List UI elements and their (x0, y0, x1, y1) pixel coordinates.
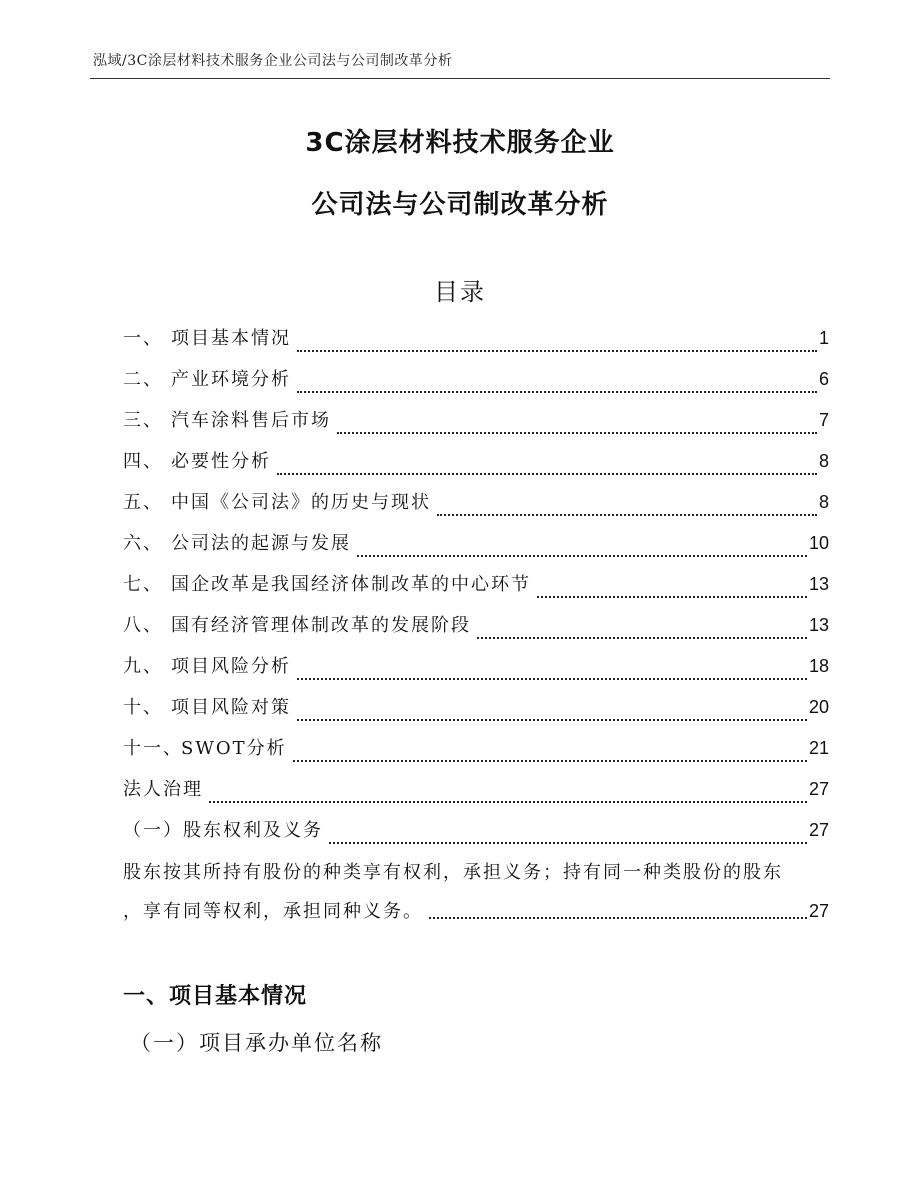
toc-entry-number: 七、 (123, 574, 163, 595)
toc-entry-page: 7 (818, 410, 829, 430)
section-heading: 一、项目基本情况 (123, 984, 308, 1009)
toc-entry-label: 项目风险分析 (171, 656, 291, 677)
toc-heading: 目录 (434, 278, 486, 306)
toc-leader-dots (329, 842, 807, 844)
toc-entry-number: 八、 (123, 615, 163, 636)
toc-leader-dots (357, 555, 807, 557)
toc-entry-label-line1: 股东按其所持有股份的种类享有权利，承担义务；持有同一种类股份的股东 (123, 862, 783, 883)
toc-entry[interactable] (123, 406, 829, 447)
toc-entry[interactable] (123, 652, 829, 693)
toc-entry-wrapped[interactable] (123, 853, 829, 931)
toc-entry[interactable] (123, 488, 829, 529)
toc-entry-number: 十一、 (123, 738, 183, 759)
toc-entry-number: 三、 (123, 410, 163, 431)
toc-leader-dots (293, 760, 807, 762)
toc-entry-number: 五、 (123, 492, 163, 513)
toc-entry-page: 21 (808, 738, 829, 758)
toc-entry-page: 27 (808, 901, 829, 921)
toc-entry[interactable] (123, 447, 829, 488)
toc-entry-page: 13 (808, 615, 829, 635)
toc-entry[interactable] (123, 611, 829, 652)
toc-entry-number: 九、 (123, 656, 163, 677)
toc-entry-page: 27 (808, 820, 829, 840)
toc-leader-dots (277, 473, 817, 475)
toc-entry-number: 十、 (123, 697, 163, 718)
toc-entry-label: 法人治理 (123, 779, 203, 800)
toc-leader-dots (429, 917, 807, 919)
toc-entry[interactable] (123, 775, 829, 816)
toc-entry-page: 8 (818, 451, 829, 471)
document-title-line2: 公司法与公司制改革分析 (311, 190, 609, 220)
toc-entry-page: 27 (808, 779, 829, 799)
toc-entry[interactable] (123, 734, 829, 775)
toc-leader-dots (297, 719, 807, 721)
toc-entry-page: 13 (808, 574, 829, 594)
toc-leader-dots (537, 596, 807, 598)
toc-entry[interactable] (123, 816, 829, 857)
toc-entry-page: 20 (808, 697, 829, 717)
toc-entry-label: 公司法的起源与发展 (171, 533, 351, 554)
table-of-contents (123, 324, 829, 857)
toc-entry[interactable] (123, 570, 829, 611)
toc-entry-page: 6 (818, 369, 829, 389)
toc-entry[interactable] (123, 529, 829, 570)
toc-entry-label: 项目风险对策 (171, 697, 291, 718)
toc-entry-label: （一）股东权利及义务 (123, 820, 323, 841)
toc-entry-label: 国企改革是我国经济体制改革的中心环节 (171, 574, 531, 595)
toc-entry-label: SWOT分析 (181, 738, 287, 759)
toc-leader-dots (337, 432, 817, 434)
toc-entry[interactable] (123, 324, 829, 365)
toc-entry-page: 10 (808, 533, 829, 553)
toc-entry-number: 六、 (123, 533, 163, 554)
toc-entry-page: 8 (818, 492, 829, 512)
toc-entry-page: 1 (818, 328, 829, 348)
toc-leader-dots (297, 391, 817, 393)
header-rule (90, 78, 830, 79)
toc-entry[interactable] (123, 365, 829, 406)
toc-entry-label: 必要性分析 (171, 451, 271, 472)
toc-entry-label: 项目基本情况 (171, 328, 291, 349)
toc-leader-dots (297, 350, 817, 352)
toc-leader-dots (437, 514, 817, 516)
subsection-heading: （一）项目承办单位名称 (130, 1031, 383, 1055)
toc-entry-label: 汽车涂料售后市场 (171, 410, 331, 431)
toc-entry-label-line2: ，享有同等权利，承担同种义务。 (123, 901, 423, 922)
toc-entry-number: 一、 (123, 328, 163, 349)
toc-entry-label: 国有经济管理体制改革的发展阶段 (171, 615, 471, 636)
running-header: 泓域/3C涂层材料技术服务企业公司法与公司制改革分析 (93, 53, 453, 69)
toc-leader-dots (297, 678, 807, 680)
toc-entry-number: 二、 (123, 369, 163, 390)
toc-entry-number: 四、 (123, 451, 163, 472)
toc-leader-dots (477, 637, 807, 639)
toc-entry[interactable] (123, 693, 829, 734)
document-title-line1: 3C涂层材料技术服务企业 (305, 128, 615, 158)
toc-entry-label: 产业环境分析 (171, 369, 291, 390)
toc-leader-dots (209, 801, 807, 803)
toc-entry-label: 中国《公司法》的历史与现状 (171, 492, 431, 513)
toc-entry-page: 18 (808, 656, 829, 676)
